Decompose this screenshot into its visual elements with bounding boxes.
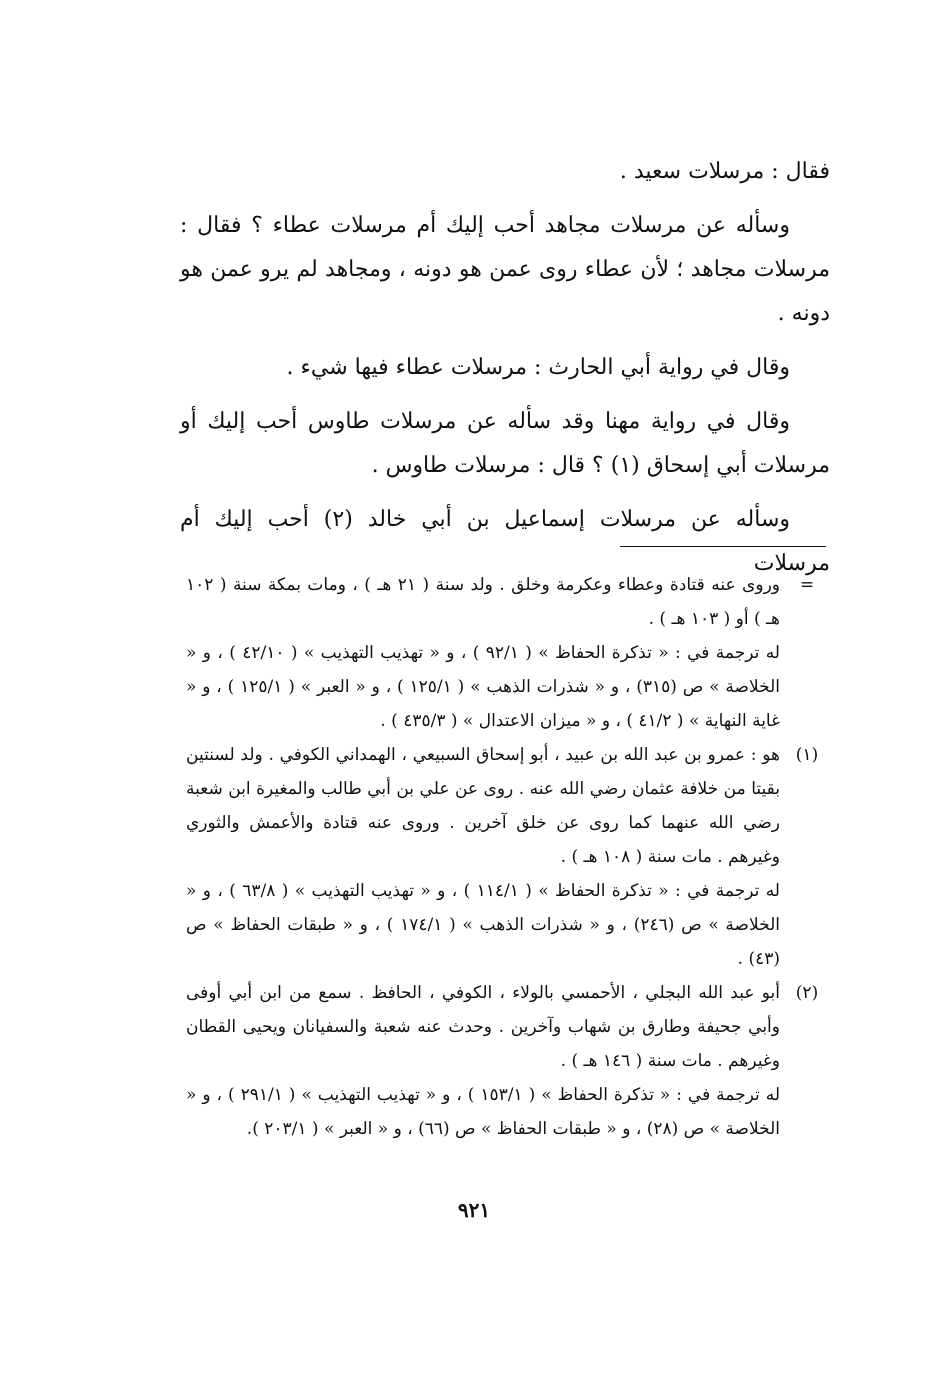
footnote-continued <box>186 568 830 738</box>
footnote-marker: (٢) <box>795 983 819 1003</box>
main-paragraph: وسأله عن مرسلات إسماعيل بن أبي خالد (٢) أحب إليك أم مرسلات <box>180 507 830 576</box>
main-text <box>180 150 830 596</box>
footnote-line: أبو عبد الله البجلي ، الأحمسي بالولاء ، الكوفي ، الحافظ . سمع من ابن أبي أوفى وأبي جحيفة وطارق بن شهاب وآخرين . وحدث عنه شعبة والسفيانان ويحيى القطان وغيرهم . مات سنة ( ١٤٦ هـ ) . <box>186 983 780 1071</box>
page-number: ٩٢١ <box>457 1198 491 1222</box>
footnote-line: وروى عنه قتادة وعطاء وعكرمة وخلق . ولد سنة ( ٢١ هـ ) ، ومات بمكة سنة ( ١٠٢ هـ ) أو ( ١٠٣ هـ ) . <box>186 575 780 629</box>
footnote-line: له ترجمة في : « تذكرة الحفاظ » ( ١١٤/١ ) ، و « تهذيب التهذيب » ( ٦٣/٨ ) ، و « الخلاصة » ص (٢٤٦) ، و « شذرات الذهب » ( ١٧٤/١ ) ، و « طبقات الحفاظ » ص (٤٣) . <box>186 881 780 969</box>
footnote-separator <box>620 546 826 547</box>
footnote-2 <box>186 976 830 1146</box>
footnote-1 <box>186 738 830 976</box>
main-paragraph: وقال في رواية مهنا وقد سأله عن مرسلات طاوس أحب إليك أو مرسلات أبي إسحاق (١) ؟ قال : مرسلات طاوس . <box>180 409 830 478</box>
footnote-line: له ترجمة في : « تذكرة الحفاظ » ( ١٥٣/١ ) ، و « تهذيب التهذيب » ( ٢٩١/١ ) ، و « الخلاصة » ص (٢٨) ، و « طبقات الحفاظ » ص (٦٦) ، و « العبر » ( ٢٠٣/١ ). <box>186 1085 780 1139</box>
footnotes <box>186 568 830 1146</box>
footnote-line: له ترجمة في : « تذكرة الحفاظ » ( ٩٢/١ ) ، و « تهذيب التهذيب » ( ٤٢/١٠ ) ، و « الخلاصة » ص (٣١٥) ، و « شذرات الذهب » ( ١٢٥/١ ) ، و « العبر » ( ١٢٥/١ ) ، و « غاية النهاية » ( ٤١/٢ ) ، و « ميزان الاعتدال » ( ٤٣٥/٣ ) . <box>186 643 780 731</box>
footnote-marker: (١) <box>795 745 819 765</box>
footnote-line: هو : عمرو بن عبد الله بن عبيد ، أبو إسحاق السبيعي ، الهمداني الكوفي . ولد لسنتين بقيتا من خلافة عثمان رضي الله عنه . روى عن علي بن أبي طالب والمغيرة ابن شعبة رضي الله عنهما كما روى عن خلق آخرين . وروى عنه قتادة والأعمش والثوري وغيرهم . مات سنة ( ١٠٨ هـ ) . <box>186 745 780 867</box>
main-paragraph: فقال : مرسلات سعيد . <box>619 159 830 184</box>
footnote-marker: = <box>799 575 815 595</box>
main-paragraph: وسأله عن مرسلات مجاهد أحب إليك أم مرسلات عطاء ؟ فقال : مرسلات مجاهد ؛ لأن عطاء روى عمن هو دونه ، ومجاهد لم يرو عمن هو دونه . <box>180 213 830 326</box>
main-paragraph: وقال في رواية أبي الحارث : مرسلات عطاء فيها شيء . <box>286 355 790 380</box>
